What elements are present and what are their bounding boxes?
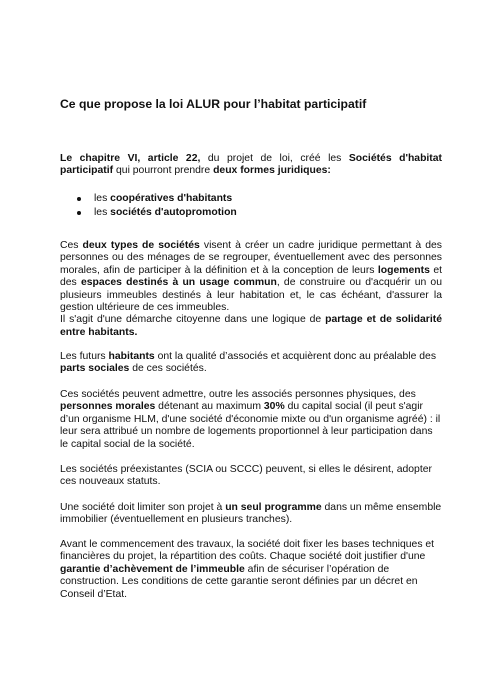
paragraph-societes-preexistantes: Les sociétés préexistantes (SCIA ou SCCC) peuvent, si elles le désirent, adopter ces nouveaux statuts. bbox=[60, 464, 432, 488]
list-item: les sociétés d'autopromotion bbox=[77, 206, 237, 220]
chapter-ref: Le chapitre VI, article 22, bbox=[60, 153, 201, 164]
paragraph-personnes-morales: Ces sociétés peuvent admettre, outre les associés personnes physiques, des personnes morales détenant au maximum 30% du capital social (il peut s'agir d’un organisme HLM, d'une société d'économie mixte ou d'un organisme agréé) : il leur sera attribué un nombre de logements proportionnel à leur participation dans le capital social de la société. bbox=[60, 389, 441, 450]
paragraph-habitants: Les futurs habitants ont la qualité d’associés et acquièrent donc au préalable des parts sociales de ces sociétés. bbox=[60, 351, 437, 375]
bullet-icon bbox=[77, 197, 81, 201]
bullet-icon bbox=[77, 211, 81, 215]
paragraph-programme: Une société doit limiter son projet à un seul programme dans un même ensemble immobilier (éventuellement en plusieurs tranches). bbox=[60, 502, 442, 526]
page-title: Ce que propose la loi ALUR pour l’habitat participatif bbox=[60, 97, 367, 111]
list-item: les coopératives d'habitants bbox=[77, 192, 237, 206]
paragraph-societes: Ces deux types de sociétés visent à créer un cadre juridique permettant à des personnes ou des ménages de se regrouper, éventuellement avec des personnes morales, afin de participer à la définition et à la conception de leurs logements et des espaces destinés à un usage commun, de construire ou d'acquérir un ou plusieurs immeubles destinés à leur habitation et, le cas échéant, d'assurer la gestion ultérieure de ces immeubles. Il s'agit d'une démarche citoyenne dans une logique de partage et de solidarité entre habitants. bbox=[60, 240, 442, 338]
legal-forms-list bbox=[77, 192, 237, 220]
paragraph-garantie: Avant le commencement des travaux, la société doit fixer les bases techniques et financières du projet, la répartition des coûts. Chaque société doit justifier d'une garantie d’achèvement de l’immeuble afin de sécuriser l’opération de construction. Les conditions de cette garantie seront définies par un décret en Conseil d’Etat. bbox=[60, 539, 435, 600]
intro-paragraph: Le chapitre VI, article 22, du projet de loi, créé les Sociétés d'habitat participatif qui pourront prendre deux formes juridiques: bbox=[60, 153, 443, 177]
